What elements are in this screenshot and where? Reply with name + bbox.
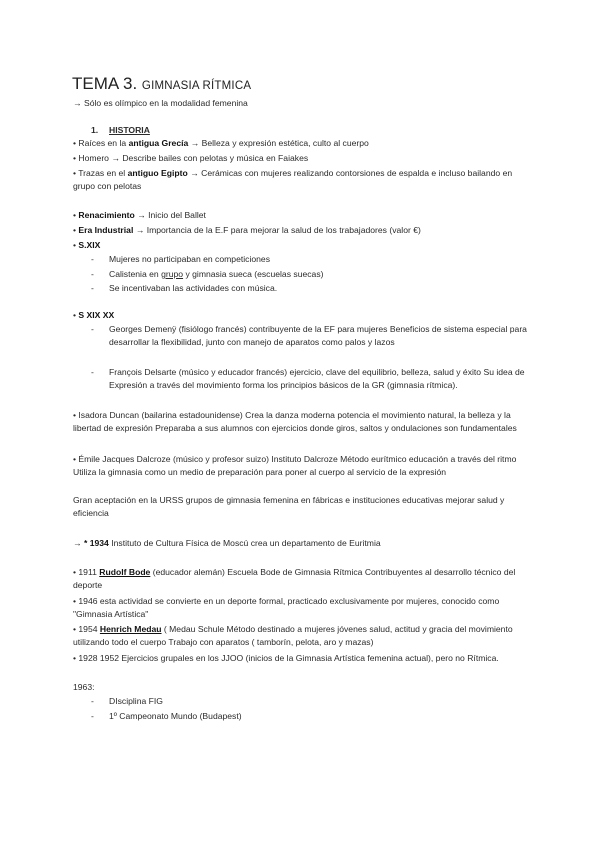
- list-dash: -: [91, 711, 94, 721]
- list-dash: -: [91, 254, 94, 264]
- line-1946: • 1946 esta actividad se convierte en un deporte formal, practicado exclusivamente por mujeres, conocido como "Gimnasia Artística": [73, 596, 500, 619]
- underlined-term: Henrich Medau: [99, 624, 162, 634]
- line-grecia: [73, 137, 533, 150]
- text-part: ( Medau Schule Método destinado a mujeres jóvenes salud, actitud y gracia del movimiento utilizando todo el cuerpo Trabajo con aparatos ( tamborín, pelota, aro y mazas): [73, 624, 513, 647]
- line-urss: Gran aceptación en la URSS grupos de gimnasia femenina en fábricas e instituciones educativas mejorar salud y eficiencia: [73, 495, 505, 518]
- text-part: •: [73, 225, 79, 235]
- bold-term: Era Industrial: [78, 225, 134, 235]
- text-part: Calistenia en: [109, 269, 162, 279]
- list-dash: -: [91, 283, 94, 293]
- text-part: →: [73, 538, 84, 548]
- text-part: • Raíces en la: [73, 138, 129, 148]
- list-item: Mujeres no participaban en competiciones: [109, 254, 270, 264]
- line-homero: • Homero → Describe bailes con pelotas y música en Faiakes: [73, 153, 309, 163]
- underlined-term: Rudolf Bode: [99, 567, 151, 577]
- text-part: •: [73, 210, 79, 220]
- list-item: [109, 268, 534, 281]
- bold-term: S.XIX: [78, 240, 101, 250]
- bold-term: antiguo Egipto: [127, 168, 188, 178]
- line-dalcroze: • Émile Jacques Dalcroze (músico y profesor suizo) Instituto Dalcroze Método eurítmico educación a través del ritmo Utiliza la gimnasia como un medio de preparación para poner al cuerpo al servicio de la expresión: [73, 454, 517, 477]
- list-item: 1º Campeonato Mundo (Budapest): [109, 711, 242, 721]
- list-dash: -: [91, 367, 94, 377]
- year-1963: 1963:: [73, 682, 95, 692]
- text-part: → Inicio del Ballet: [134, 210, 206, 220]
- underlined-term: grupo: [161, 269, 184, 279]
- list-dash: -: [91, 269, 94, 279]
- line-egipto: [73, 167, 533, 193]
- line-renacimiento: [73, 209, 533, 222]
- bold-term: * 1934: [83, 538, 109, 548]
- list-item-demeny: Georges Demenÿ (fisiólogo francés) contribuyente de la EF para mujeres Beneficios de sistema especial para desarrollar la flexibilidad, junto con manejo de aparatos como palos y lazos: [109, 324, 527, 347]
- title-sub: GIMNASIA RÍTMICA: [141, 80, 252, 92]
- subtitle: → Sólo es olímpico en la modalidad femenina: [73, 98, 248, 108]
- bold-term: antigua Grecía: [128, 138, 189, 148]
- text-part: • Trazas en el: [73, 168, 128, 178]
- list-item-delsarte: François Delsarte (músico y educador francés) ejercicio, clave del equilibrio, belleza, salud y éxito Su idea de Expresión a través del movimiento forma los principios básicos de la GR (gimnasia rítmica).: [109, 367, 525, 390]
- text-part: •: [73, 240, 79, 250]
- text-part: • 1954: [73, 624, 100, 634]
- section-heading: HISTORIA: [109, 125, 150, 135]
- list-item: DIsciplina FIG: [109, 696, 163, 706]
- line-era-industrial: [73, 224, 533, 237]
- line-1928: • 1928 1952 Ejercicios grupales en los JJOO (inicios de la Gimnasia Artística femenina actual), pero no Rítmica.: [73, 653, 499, 663]
- line-1934: [73, 537, 533, 550]
- line-sxix: [73, 239, 533, 252]
- section-number: 1.: [91, 125, 99, 135]
- text-part: •: [73, 310, 79, 320]
- text-part: Instituto de Cultura Física de Moscú crea un departamento de Euritmia: [108, 538, 381, 548]
- line-duncan: • Isadora Duncan (bailarina estadounidense) Crea la danza moderna potencia el movimiento natural, la belleza y la libertad de expresión Preparaba a sus alumnos con ejercicios donde giros, saltos y ondulaciones son fundamentales: [73, 410, 517, 433]
- page-title: [72, 74, 251, 96]
- text-part: → Importancia de la E.F para mejorar la salud de los trabajadores (valor €): [133, 225, 421, 235]
- bold-term: S XIX XX: [78, 310, 115, 320]
- text-part: (educador alemán) Escuela Bode de Gimnasia Rítmica Contribuyentes al desarrollo técnico del deporte: [73, 567, 516, 590]
- line-1954: [73, 623, 533, 649]
- list-dash: -: [91, 324, 94, 334]
- text-part: → Belleza y expresión estética, culto al cuerpo: [188, 138, 369, 148]
- line-sxixxx: [73, 309, 533, 322]
- title-main: TEMA 3.: [72, 74, 138, 93]
- text-part: • 1911: [73, 567, 100, 577]
- list-dash: -: [91, 696, 94, 706]
- text-part: y gimnasia sueca (escuelas suecas): [183, 269, 324, 279]
- text-part: → Cerámicas con mujeres realizando contorsiones de espalda e incluso bailando en grupo con pelotas: [73, 168, 513, 191]
- bold-term: Renacimiento: [78, 210, 135, 220]
- line-1911: [73, 566, 533, 592]
- list-item: Se incentivaban las actividades con música.: [109, 283, 278, 293]
